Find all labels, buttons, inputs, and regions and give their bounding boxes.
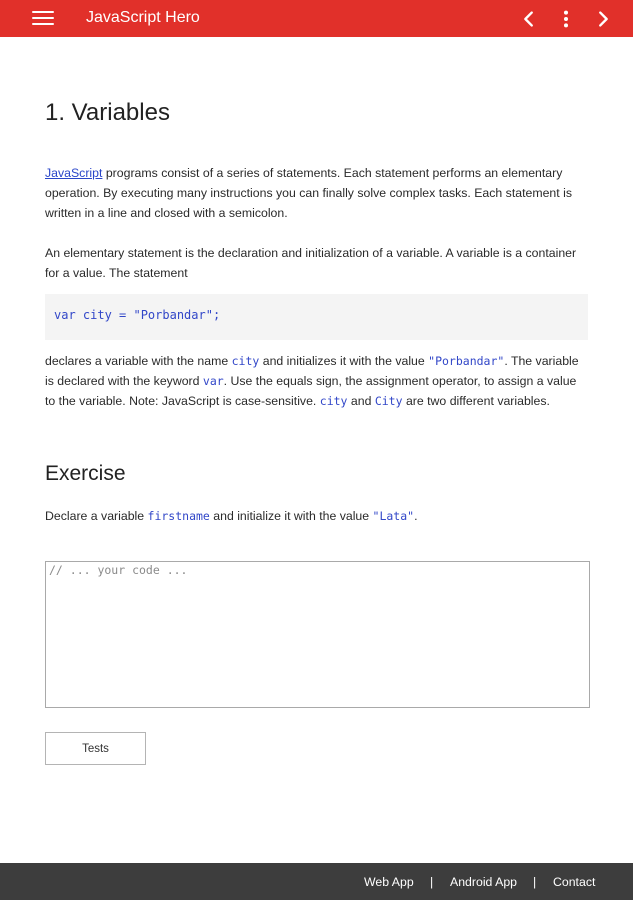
javascript-link[interactable]: JavaScript: [45, 166, 103, 180]
explanation-paragraph: [45, 351, 590, 411]
statement-paragraph: An elementary statement is the declaration and initialization of a variable. A variable is a container for a value. The statement: [45, 246, 577, 280]
android-app-link[interactable]: Android App: [450, 875, 518, 889]
footer-separator: |: [430, 875, 434, 889]
inline-code: city: [231, 354, 260, 368]
text-fragment: and initializes it with the value: [259, 354, 429, 368]
text-fragment: . Use the equals sign, the assignment operator, to assign a value to the variable. Note: JavaScript is case-sensitive.: [45, 374, 577, 408]
chevron-left-icon[interactable]: [518, 8, 540, 30]
code-example-text: var city = "Porbandar";: [54, 308, 221, 322]
inline-code: var: [202, 374, 224, 388]
contact-link[interactable]: Contact: [553, 875, 596, 889]
lesson-title: 1. Variables: [45, 99, 170, 126]
inline-code: city: [319, 394, 348, 408]
intro-paragraph: [45, 163, 590, 223]
app-bar: [0, 0, 633, 37]
text-fragment: declares a variable with the name: [45, 354, 232, 368]
text-fragment: . The variable is declared with the keyword: [45, 354, 579, 388]
text-fragment: .: [414, 509, 418, 523]
chevron-right-icon[interactable]: [592, 8, 614, 30]
tests-button[interactable]: Tests: [45, 732, 146, 765]
menu-icon[interactable]: [32, 11, 54, 27]
intro-text: programs consist of a series of statements. Each statement performs an elementary operation. By executing many instructions you can finally solve complex tasks. Each statement is written in a line and closed with a semicolon.: [45, 166, 572, 220]
inline-code: "Porbandar": [428, 354, 505, 368]
text-fragment: are two different variables.: [402, 394, 550, 408]
inline-code: City: [374, 394, 403, 408]
footer-separator: |: [533, 875, 537, 889]
app-title: JavaScript Hero: [86, 9, 200, 26]
text-fragment: and initialize it with the value: [209, 509, 373, 523]
exercise-instructions: [45, 506, 590, 526]
more-vert-icon[interactable]: [555, 8, 577, 30]
text-fragment: Declare a variable: [45, 509, 148, 523]
code-editor[interactable]: [45, 561, 590, 708]
inline-code: "Lata": [372, 509, 415, 523]
text-fragment: and: [347, 394, 375, 408]
footer: [0, 863, 633, 900]
inline-code: firstname: [147, 509, 210, 523]
web-app-link[interactable]: Web App: [364, 875, 414, 889]
exercise-title: Exercise: [45, 462, 126, 485]
code-example: [45, 294, 588, 340]
